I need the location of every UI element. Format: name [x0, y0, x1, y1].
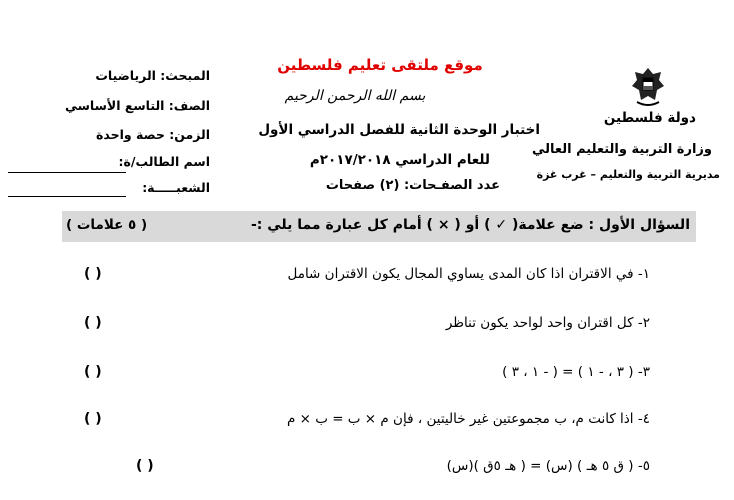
question-item-1: ١- في الاقتران اذا كان المدى يساوي المجال يكون الاقتران شامل: [287, 266, 650, 282]
state-name: دولة فلسطين: [603, 110, 696, 126]
ministry-name: وزارة التربية والتعليم العالي: [531, 142, 712, 157]
answer-box-5[interactable]: ( ): [136, 458, 154, 474]
pages-count: عدد الصفـحات: (٢) صفحات: [325, 178, 500, 193]
time-label: الزمن: حصة واحدة: [95, 127, 210, 142]
grade-label: الصف: التاسع الأساسي: [64, 98, 210, 113]
directorate-name: مديرية التربية والتعليم – غرب غزة: [536, 168, 720, 181]
school-year: للعام الدراسي ٢٠١٧/٢٠١٨م: [309, 152, 490, 168]
question-item-5: ٥- ( ق ٥ هـ ) (س) = ( هـ ٥ق )(س): [446, 458, 650, 474]
question-item-3: ٣- ( ٣ ، - ١ ) = ( - ١ ، ٣ ): [502, 364, 650, 380]
site-title: موقع ملتقى تعليم فلسطين: [277, 56, 483, 74]
answer-box-4[interactable]: ( ): [84, 411, 102, 427]
basmala: بسم الله الرحمن الرحيم: [284, 88, 426, 104]
subject-label: المبحث: الرياضيات: [95, 68, 210, 83]
question-marks: ( ٥ علامات ): [66, 217, 148, 233]
question-title: السؤال الأول : ضع علامة( ✓ ) أو ( × ) أمام كل عبارة مما يلي :-: [250, 217, 690, 233]
exam-title: اختبار الوحدة الثانية للفصل الدراسي الأول: [258, 122, 540, 138]
question-item-2: ٢- كل اقتران واحد لواحد يكون تناظر: [445, 315, 650, 331]
student-name-label: اسم الطالب/ة:: [118, 154, 210, 169]
answer-box-2[interactable]: ( ): [84, 315, 102, 331]
answer-box-3[interactable]: ( ): [84, 364, 102, 380]
section-label: الشعبـــــة:: [142, 180, 210, 195]
question-item-4: ٤- اذا كانت م، ب مجموعتين غير خاليتين ، فإن م × ب = ب × م: [286, 411, 650, 427]
answer-box-1[interactable]: ( ): [84, 266, 102, 282]
